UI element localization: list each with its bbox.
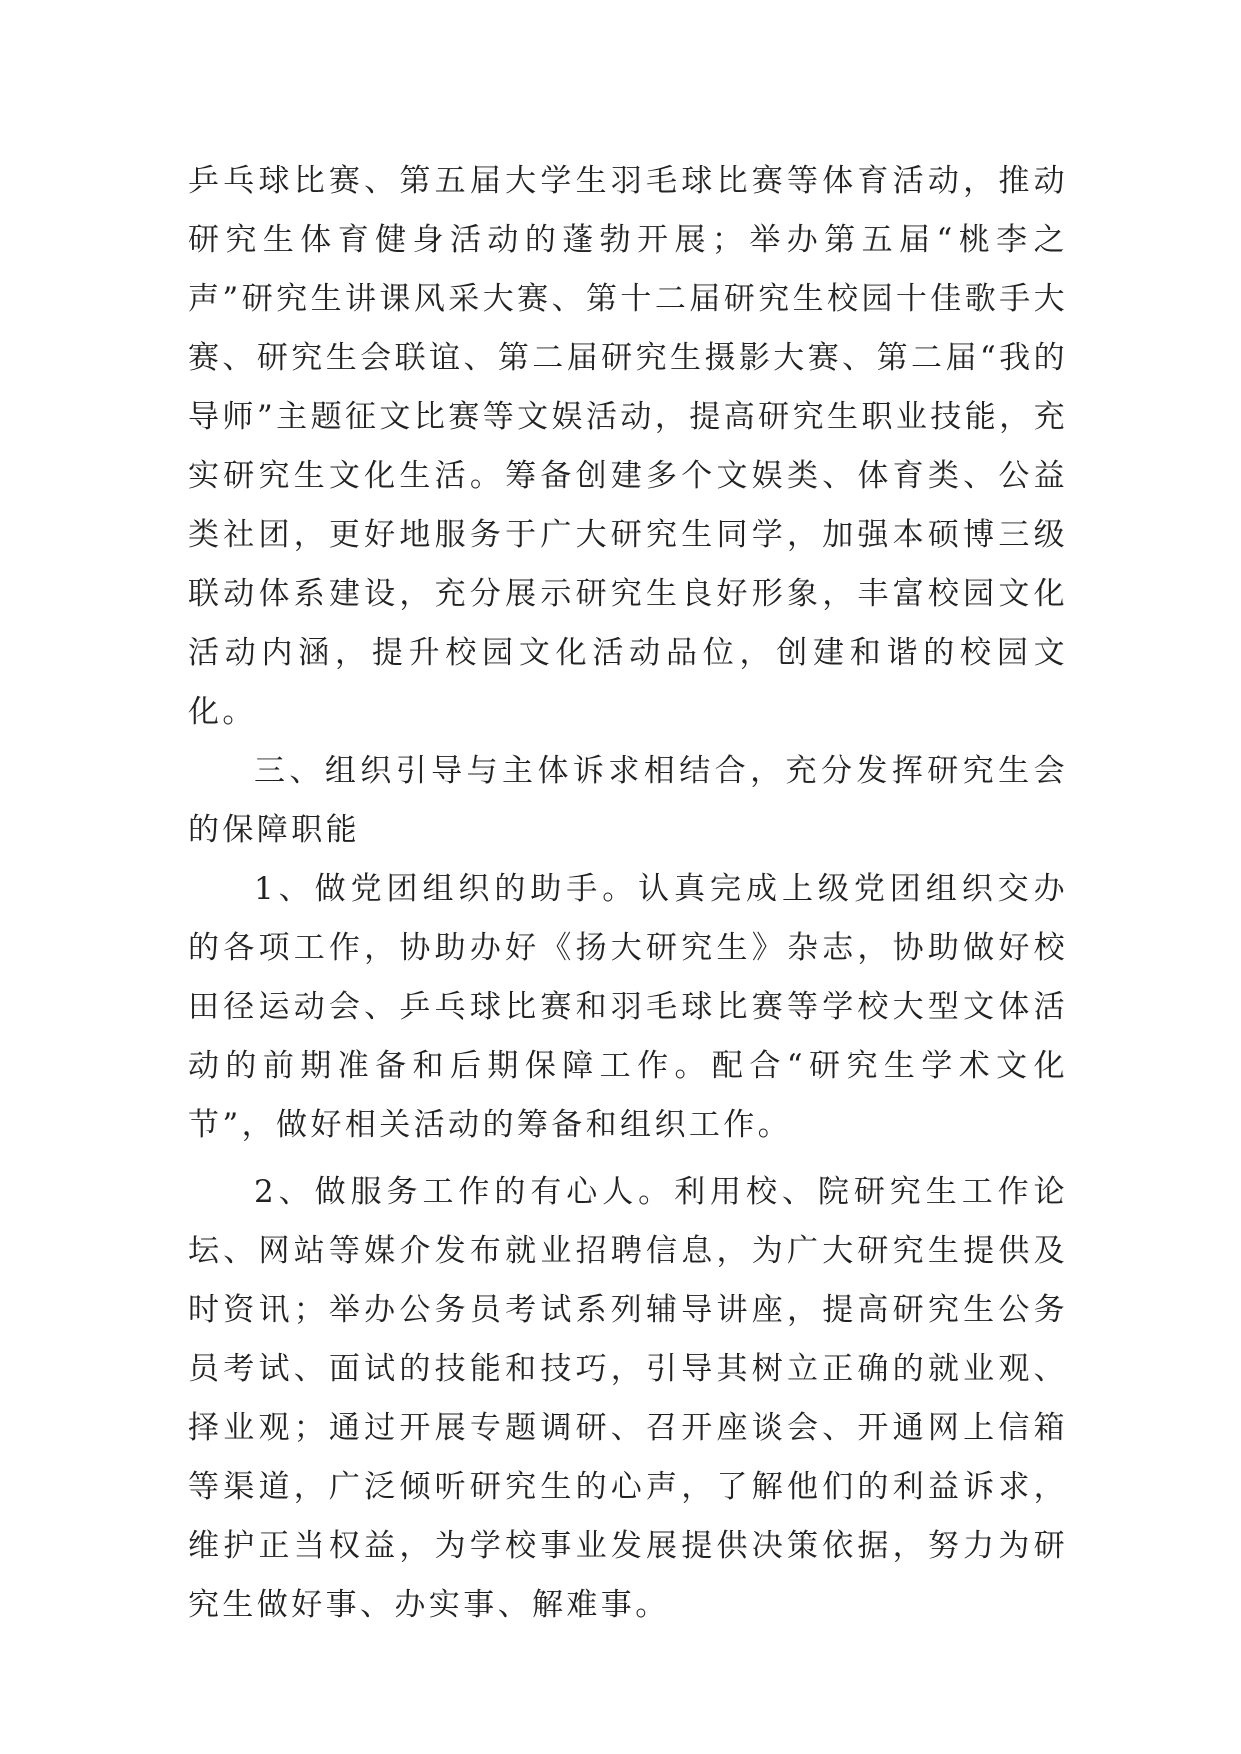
section-heading-three: 三、组织引导与主体诉求相结合，充分发挥研究生会的保障职能: [188, 753, 1068, 848]
document-body: [188, 152, 1068, 1635]
paragraph-item-two: 2、做服务工作的有心人。利用校、院研究生工作论坛、网站等媒介发布就业招聘信息，为广大研究生提供及时资讯；举办公务员考试系列辅导讲座，提高研究生公务员考试、面试的技能和技巧，引导其树立正确的就业观、择业观；通过开展专题调研、召开座谈会、开通网上信箱等渠道，广泛倾听研究生的心声，了解他们的利益诉求，维护正当权益，为学校事业发展提供决策依据，努力为研究生做好事、办实事、解难事。: [188, 1174, 1068, 1623]
paragraph-activities-continued: 乒乓球比赛、第五届大学生羽毛球比赛等体育活动，推动研究生体育健身活动的蓬勃开展；举办第五届“桃李之声”研究生讲课风采大赛、第十二届研究生校园十佳歌手大赛、研究生会联谊、第二届研究生摄影大赛、第二届“我的导师”主题征文比赛等文娱活动，提高研究生职业技能，充实研究生文化生活。筹备创建多个文娱类、体育类、公益类社团，更好地服务于广大研究生同学，加强本硕博三级联动体系建设，充分展示研究生良好形象，丰富校园文化活动内涵，提升校园文化活动品位，创建和谐的校园文化。: [188, 163, 1068, 730]
paragraph-item-one: 1、做党团组织的助手。认真完成上级党团组织交办的各项工作，协助办好《扬大研究生》杂志，协助做好校田径运动会、乒乓球比赛和羽毛球比赛等学校大型文体活动的前期准备和后期保障工作。配合“研究生学术文化节”，做好相关活动的筹备和组织工作。: [188, 871, 1068, 1143]
